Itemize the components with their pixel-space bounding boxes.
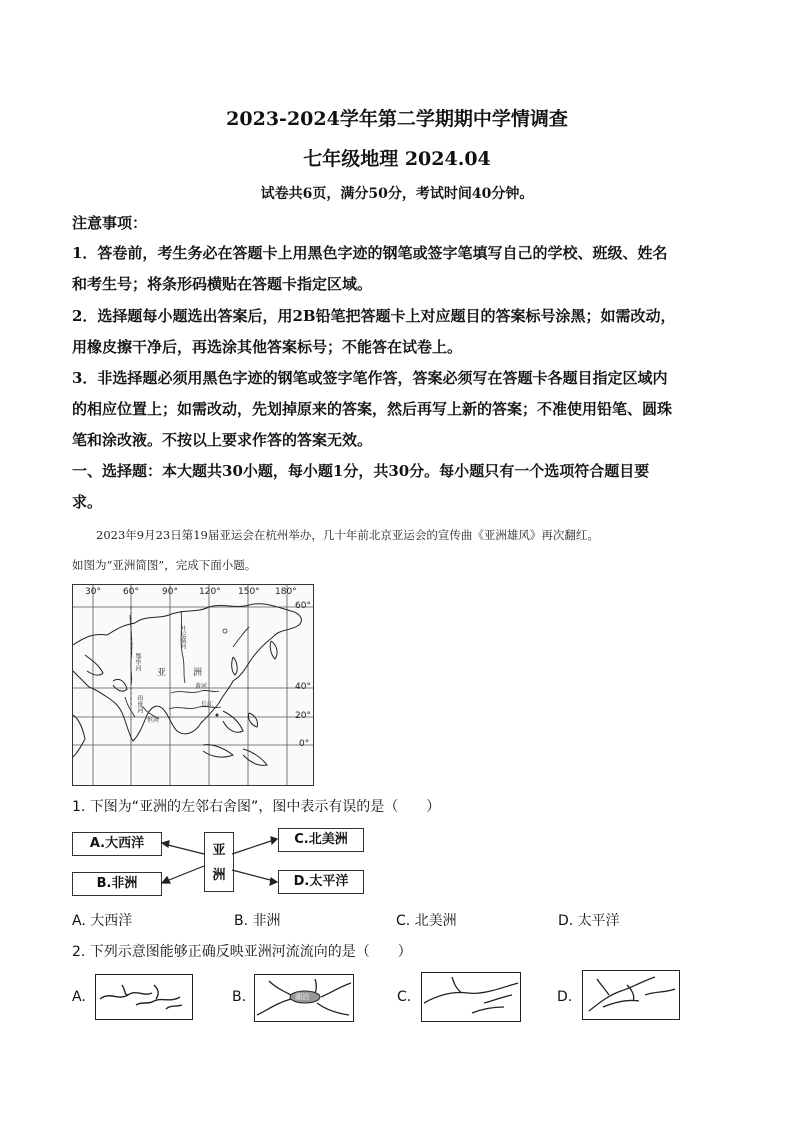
map-label-ya: 亚 — [157, 668, 167, 678]
question-1-stem: 1. 下图为“亚洲的左邻右舍图”，图中表示有误的是（ ） — [72, 799, 441, 815]
q2-option-b-sketch[interactable] — [254, 974, 354, 1022]
diagram-center-line-1: 亚 — [212, 843, 226, 858]
q1-option-a[interactable]: A. 大西洋 — [72, 913, 133, 929]
q2-option-a-label[interactable]: A. — [72, 989, 86, 1005]
lon-label: 30° — [85, 587, 101, 597]
diagram-box-c: C.北美洲 — [278, 828, 364, 852]
q2-option-d-sketch[interactable] — [582, 970, 680, 1020]
q2-option-c-sketch[interactable] — [421, 972, 521, 1022]
note-2-line-2: 用橡皮擦干净后，再选涂其他答案标号；不能答在试卷上。 — [72, 338, 463, 356]
q2-option-d-label[interactable]: D. — [557, 989, 573, 1005]
map-label-yenisei: 叶尼塞河 — [179, 625, 186, 649]
asia-sketch-map — [72, 584, 314, 786]
diagram-center-line-2: 洲 — [212, 868, 226, 883]
map-label-ganges: 恒河 — [147, 717, 160, 724]
note-3-line-1: 3．非选择题必须用黑色字迹的钢笔或签字笔作答，答案必须写在答题卡各题目指定区域内 — [72, 369, 668, 387]
note-3-line-2: 的相应位置上；如需改动，先划掉原来的答案，然后再写上新的答案；不准使用铅笔、圆珠 — [72, 400, 673, 418]
map-label-ob: 鄂毕河 — [134, 653, 141, 671]
context-line-1: 2023年9月23日第19届亚运会在杭州举办，几十年前北京亚运会的宣传曲《亚洲雄风》再次翻红。 — [96, 528, 599, 542]
section-heading-line-1: 一、选择题：本大题共30小题，每小题1分，共30分。每小题只有一个选项符合题目要 — [72, 462, 650, 480]
note-2-line-1: 2．选择题每小题选出答案后，用2B铅笔把答题卡上对应题目的答案标号涂黑；如需改动， — [72, 307, 676, 325]
q2-option-b-label[interactable]: B. — [232, 989, 247, 1005]
map-label-zhou: 洲 — [193, 668, 203, 678]
map-label-changjiang: 长江 — [201, 701, 214, 708]
lat-label: 40° — [295, 682, 311, 692]
notes-heading: 注意事项： — [72, 214, 148, 232]
map-label-indus: 印度河 — [136, 695, 143, 713]
lon-label: 150° — [238, 587, 260, 597]
lat-label: 0° — [299, 739, 310, 749]
note-1-line-2: 和考生号；将条形码横贴在答题卡指定区域。 — [72, 275, 373, 293]
diagram-box-a: A.大西洋 — [72, 832, 162, 856]
exam-info: 试卷共6页，满分50分，考试时间40分钟。 — [260, 186, 534, 202]
lon-label: 60° — [123, 587, 139, 597]
map-label-huanghe: 黄河 — [195, 683, 208, 690]
section-heading-line-2: 求。 — [72, 493, 103, 511]
note-1-line-1: 1．答卷前，考生务必在答题卡上用黑色字迹的钢笔或签字笔填写自己的学校、班级、姓名 — [72, 244, 668, 262]
river-sketch-d — [583, 971, 679, 1019]
q1-option-d[interactable]: D. 太平洋 — [558, 913, 620, 929]
q2-option-c-label[interactable]: C. — [397, 989, 412, 1005]
lon-label: 180° — [275, 587, 297, 597]
note-3-line-3: 笔和涂改液。不按以上要求作答的答案无效。 — [72, 431, 373, 449]
page-subtitle: 七年级地理 2024.04 — [303, 148, 491, 170]
q2-option-a-sketch[interactable] — [95, 974, 193, 1020]
q1-option-b[interactable]: B. 非洲 — [234, 913, 281, 929]
river-sketch-c — [422, 973, 520, 1021]
lat-label: 20° — [295, 711, 311, 721]
page-title: 2023-2024学年第二学期期中学情调查 — [226, 108, 568, 130]
lat-label: 60° — [295, 601, 311, 611]
lake-label: 湖泊 — [295, 993, 309, 1001]
map-drawing — [73, 585, 313, 785]
lon-label: 90° — [162, 587, 178, 597]
diagram-arrows — [72, 826, 367, 896]
lon-label: 120° — [199, 587, 221, 597]
diagram-box-d: D.太平洋 — [278, 870, 364, 894]
diagram-box-b: B.非洲 — [72, 872, 162, 896]
context-line-2: 如图为“亚洲简图”，完成下面小题。 — [72, 558, 257, 572]
question-2-stem: 2. 下列示意图能够正确反映亚洲河流流向的是（ ） — [72, 944, 412, 960]
q1-option-c[interactable]: C. 北美洲 — [396, 913, 457, 929]
river-sketch-a — [96, 975, 192, 1019]
neighbors-diagram — [72, 826, 367, 896]
